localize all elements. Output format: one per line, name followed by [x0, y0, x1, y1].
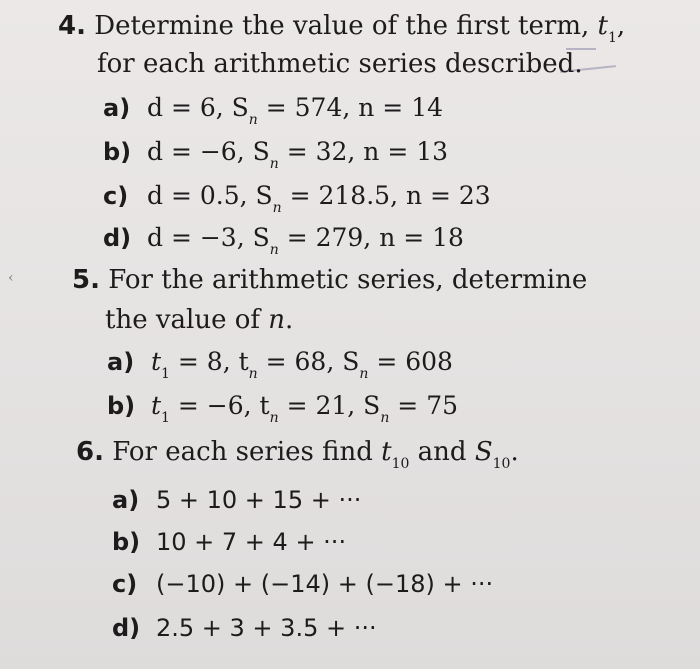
q5-text-2: the value of — [105, 305, 269, 335]
q4-line2 — [97, 48, 583, 80]
q5-text-1: For the arithmetic series, determine — [108, 265, 588, 295]
item-expression: = −6, t — [169, 391, 270, 420]
item-expression: d = −3, S — [147, 223, 270, 252]
item-expression: = 68, S — [257, 347, 360, 376]
q4-item-c — [103, 180, 491, 216]
q4-text-1: Determine the value of the first term, — [94, 11, 598, 41]
item-expression: 5 + 10 + 15 + ··· — [156, 486, 362, 514]
item-expression-rest: = 279, n = 18 — [278, 223, 464, 252]
q4-item-b — [103, 136, 449, 172]
q5-line2 — [105, 304, 293, 336]
item-label: a) — [107, 348, 135, 376]
q6-and: and — [409, 437, 475, 467]
item-label: b) — [107, 392, 136, 420]
q5-item-a — [107, 346, 453, 382]
margin-mark: ‹ — [8, 270, 14, 286]
q5-period: . — [285, 305, 294, 335]
q6-t-subscript: 10 — [391, 456, 410, 472]
q5-number: 5. — [72, 265, 100, 295]
q4-t1-symbol: t — [597, 11, 608, 41]
item-expression: d = 6, S — [147, 93, 249, 122]
q4-text-2: for each arithmetic series described. — [97, 49, 583, 79]
item-expression: 10 + 7 + 4 + ··· — [156, 528, 347, 556]
q6-item-d — [112, 612, 377, 644]
q6-t-symbol: t — [381, 437, 392, 467]
item-expression-rest: = 218.5, n = 23 — [281, 181, 491, 210]
item-expression-rest: = 32, n = 13 — [278, 137, 449, 166]
item-label: d) — [112, 614, 141, 642]
item-subscript: 1 — [161, 410, 170, 426]
q6-line1 — [76, 436, 519, 472]
item-label: a) — [112, 486, 140, 514]
q4-item-d — [103, 222, 464, 258]
q4-t1-subscript: 1 — [607, 30, 617, 46]
item-subscript: 1 — [161, 366, 170, 382]
q6-period: . — [510, 437, 519, 467]
item-label: c) — [112, 570, 138, 598]
item-subscript: n — [380, 410, 390, 426]
q4-comma: , — [616, 11, 626, 41]
item-subscript: n — [269, 242, 279, 258]
item-label: a) — [103, 94, 131, 122]
item-subscript: n — [359, 366, 369, 382]
item-expression-rest: = 574, n = 14 — [257, 93, 444, 122]
q5-variable-n: n — [268, 305, 286, 335]
q5-item-b — [107, 390, 459, 426]
item-expression: d = 0.5, S — [147, 181, 273, 210]
q4-item-a — [103, 92, 444, 128]
item-expression: t — [151, 391, 162, 420]
item-label: c) — [103, 182, 129, 210]
q4-line1 — [58, 10, 626, 46]
item-subscript: n — [269, 410, 279, 426]
q5-line1 — [72, 264, 587, 296]
item-expression: t — [151, 347, 162, 376]
q6-text-1: For each series find — [112, 437, 382, 467]
q4-number: 4. — [58, 11, 86, 41]
item-label: d) — [103, 224, 132, 252]
item-expression: 2.5 + 3 + 3.5 + ··· — [156, 614, 377, 642]
item-expression: d = −6, S — [147, 137, 270, 166]
q6-s-subscript: 10 — [492, 456, 511, 472]
q6-item-c — [112, 568, 493, 600]
item-label: b) — [103, 138, 132, 166]
item-label: b) — [112, 528, 141, 556]
q6-item-b — [112, 526, 346, 558]
item-subscript: n — [269, 156, 279, 172]
item-expression: = 8, t — [169, 347, 249, 376]
item-subscript: n — [248, 366, 258, 382]
q6-s-symbol: S — [474, 437, 493, 467]
item-expression: = 21, S — [278, 391, 381, 420]
q6-number: 6. — [76, 437, 104, 467]
item-expression: = 608 — [368, 347, 453, 376]
q6-item-a — [112, 484, 361, 516]
item-expression: = 75 — [389, 391, 459, 420]
item-expression: (−10) + (−14) + (−18) + ··· — [156, 570, 494, 598]
item-subscript: n — [248, 112, 258, 128]
item-subscript: n — [272, 200, 282, 216]
